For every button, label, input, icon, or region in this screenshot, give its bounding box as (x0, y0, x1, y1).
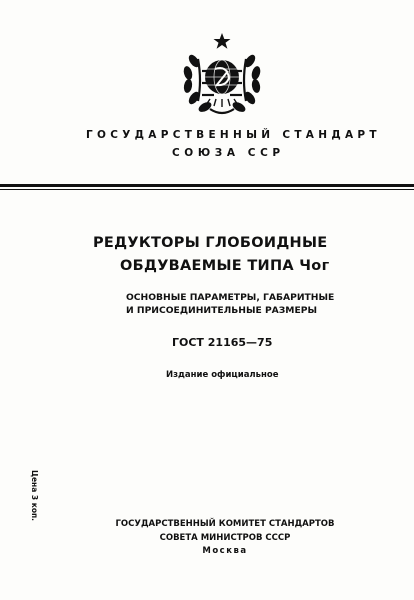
publisher-block (100, 518, 350, 559)
price-note: Цена 3 коп. (30, 470, 39, 522)
subtitle-line1: ОСНОВНЫЕ ПАРАМЕТРЫ, ГАБАРИТНЫЕ (126, 292, 335, 303)
document-title-line1: РЕДУКТОРЫ ГЛОБОИДНЫЕ (93, 235, 328, 251)
edition-label: Издание официальное (166, 370, 279, 380)
gost-number: ГОСТ 21165—75 (172, 336, 273, 349)
publisher-line2: СОВЕТА МИНИСТРОВ СССР (159, 532, 291, 543)
standard-subtitle: СОЮЗА ССР (172, 147, 285, 159)
ussr-emblem-icon (172, 31, 272, 121)
divider-thick (0, 184, 414, 187)
publisher-line1: ГОСУДАРСТВЕННЫЙ КОМИТЕТ СТАНДАРТОВ (115, 519, 335, 529)
divider-thin (0, 189, 414, 190)
subtitle-line2: И ПРИСОЕДИНИТЕЛЬНЫЕ РАЗМЕРЫ (126, 305, 317, 316)
publisher-city: Москва (202, 546, 248, 556)
standard-title: ГОСУДАРСТВЕННЫЙ СТАНДАРТ (86, 129, 381, 141)
document-title-line2: ОБДУВАЕМЫЕ ТИПА Чог (120, 258, 330, 274)
document-subtitle (126, 291, 334, 317)
